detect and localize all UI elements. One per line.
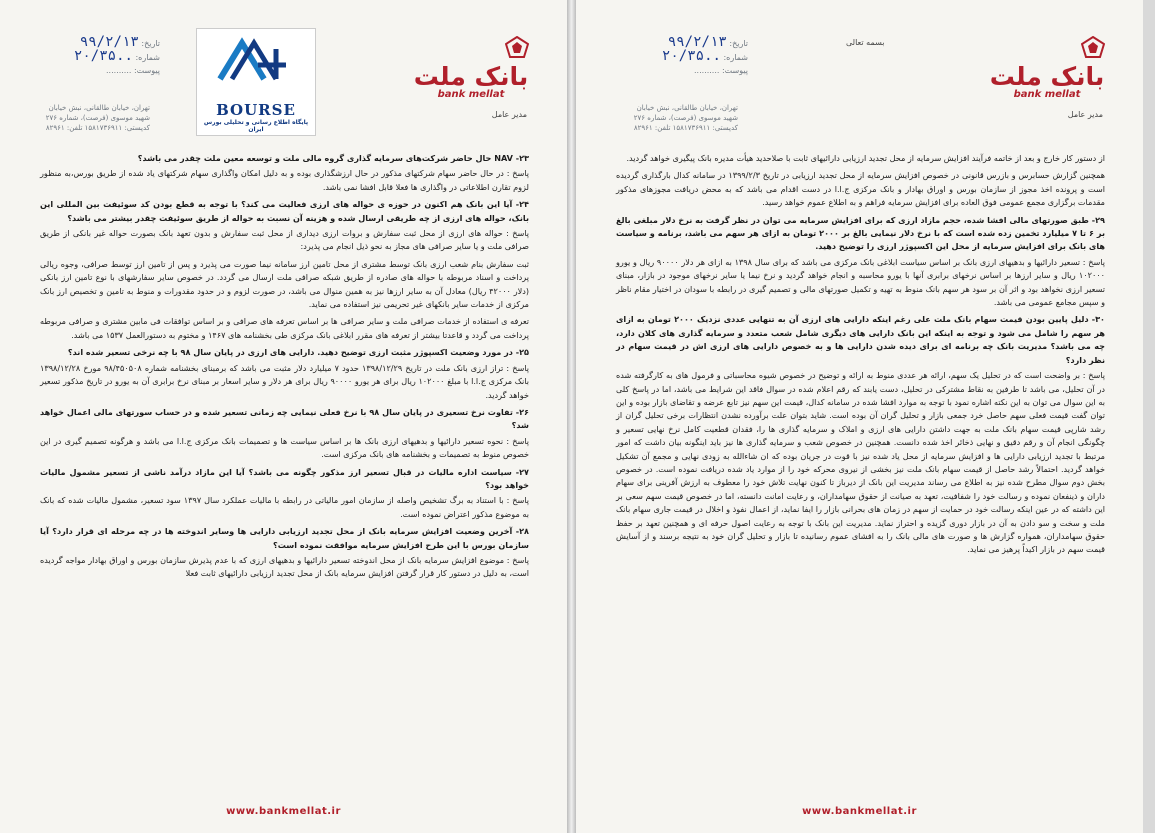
bank-address: تهران، خیابان طالقانی، نبش خیابان شهید موسوی (فرصت)، شماره ۲۷۶ کدپستی: ۱۵۸۱۷۳۶۹۱۱ تلفن: ۸۲۹۶۱ [633,104,738,132]
question-paragraph: ۲۴- آیا این بانک هم اکنون در حوزه ی حواله های ارزی فعالیت می کند؟ با توجه به قطع بودن کد سوئیفت بین المللی این بانک، حواله های ارزی از چه طریقی ارسال شده و هزینه آن نسبت به حواله از طریق سوئیفت چقدر بیشتر می باشد؟ [40,199,529,223]
answer-paragraph: پاسخ : در حال حاضر سهام شرکتهای مذکور در حال ارزشگذاری بوده و به دلیل امکان واگذاری سهام شرکتهای یاد شده از طریق بورس،به منظور لزوم تقارن اطلاعاتی در واگذاری ها فعلا قابل افشا نمی باشد. [40,168,529,192]
question-paragraph: ۲۷- سیاست اداره مالیات در قبال تسعیر ارز مذکور چگونه می باشد؟ آیا این مازاد درآمد ناشی از تسعیر مشمول مالیات خواهد بود؟ [40,466,529,490]
bourse-word: BOURSE [216,101,296,119]
logo-name-fa: بانک ملت [413,62,529,91]
question-paragraph: ۳۰- دلیل پایین بودن قیمت سهام بانک ملت علی رغم اینکه دارایی های ارزی آن به تنهایی عددی نزدیک ۲۰۰۰ تومان به ازای هر سهم را شامل می شود و توجه به اینکه این بانک دارایی های دیگری شامل شعب متعدد و سرمایه گذاری های کلان دارد، چه می باشد؟ مدیریت بانک چه برنامه ای برای دیده شدن دارایی ها و به خصوص دارایی های ارزی اش در قیمت سهام در نظر دارد؟ [616,314,1105,365]
question-paragraph: ۲۸- آخرین وضعیت افزایش سرمایه بانک از محل تجدید ارزیابی دارایی ها وسایر اندوخته ها در چه مرحله ای قرار دارد؟ آیا سازمان بورس با این طرح افزایش سرمایه موافقت نموده است؟ [40,526,529,550]
answer-paragraph: پاسخ : تراز ارزی بانک ملت در تاریخ ۱۳۹۸/۱۲/۲۹ حدود ۷ میلیارد دلار مثبت می باشد که برمبنای بخشنامه شماره ۹۸/۴۵۰۵۰۸ مورخ ۱۳۹۸/۱۲/۲۸ بانک مرکزی ج.ا.ا با مبلغ ۱۰۲۰۰۰ ریال برای هر یورو ۹۰۰۰۰ ریال برای هر دلار و سایر اسعار بر مبنای نرخ برابری آن به یورو در تاریخ مذکور تسعیر خواهد گردید. [40,362,529,400]
manager-label: مدیر عامل [491,110,527,119]
answer-paragraph: پاسخ : بر واضحت است که در تحلیل یک سهم، ارائه هر عددی منوط به ارائه و توضیح در خصوص شیوه محاسباتی و فرمول های به کارگرفته شده در آن تحلیل، می باشد تا طرفین به نقاط مشترکی در تحلیل، دست یابند که رقم اعلام شده در سوال فاقد این شرایط می باشد، اما در پاسخ کلی به این سوال می توان به این نکته اشاره نمود با توجه به موارد افشا شده در سامانه کدال، قیمت این سهم نیز تابع عرضه و تقاضای بازار بوده و این توان گفت قیمت فعلی سهم حاصل خرد جمعی بازار و تحلیل گران آن بوده است. شاید بتوان علت برآورده نشدن انتظارات برخی تحلیل گران از رشد شارپی قیمت سهام بانک ملت به جهت داشتن دارایی های ارزی و املاک و سرمایه گذاری ها را، فقدان قطعیت کامل نرخ نهایی تسعیر و چگونگی انجام آن و رقم دقیق و نهایی ذخائر اخذ شده دانست. همچنین در خصوص شعب و سرمایه گذاری ها نیز باید اینگونه بیان داشت که امور مرتبط با تجدید ارزیابی دارایی ها و افزایش سرمایه از محل یاد شده نیز با قوت در جریان بوده که ان شاءالله به زودی نهایی و مجمع آن تشکیل خواهد گردید. احتمالاً رشد حاصل از قیمت سهام بانک ملت نیز بخشی از نیروی محرکه خود را از موارد یاد شده دریافت نموده است. در خصوص بخش دوم سوال مطرح شده نیز به اطلاع می رساند مدیریت این بانک از دیرباز تا کنون نهایت تلاش خود را معطوف به ارزش آفرینی برای سهام داران و ذینفعان نموده و رسالت خود را شفافیت، تعهد به صیانت از حقوق سهامداران، و رعایت امانت دانسته، اما در خصوص قیمت سهم سعی بر این داشته که در عین اینکه رسالت خود در حمایت از سهم در زمان های بحرانی بازار را ایفا نماید، از اعمال نفوذ و اخلال در قیمت جاری سهام بانک ملت و سخت و سو دادن به آن در بازار دوری گزیده و احتراز نماید. مدیریت این بانک با توجه به رعایت اصول حرفه ای و همچنین تعهد بر حفظ حقوق سهامداران، همواره گزارش ها و صورت های مالی بانک را به افشای عموم رسانیده تا بازار و تحلیل گران خود به نتیجه برسند و از آسایش قیمت سهم در بازار اکیداً پرهیز می نماید. [616,370,1105,555]
question-paragraph: ۲۵- در مورد وضعیت اکسپوژر مثبت ارزی توضیح دهید. دارایی های ارزی در پایان سال ۹۸ با چه نرخی تسعیر شده اند؟ [67,347,529,358]
basmala-heading: بسمه تعالی [846,38,885,47]
date-value: ۹۹/۲/۱۳ [79,34,139,50]
letter-page-left [0,0,567,833]
bourse-24-emblem-icon [214,35,298,97]
number-value: ..۲۰/۳۵ [73,48,133,64]
answer-paragraph: پاسخ : موضوع افزایش سرمایه بانک از محل اندوخته تسعیر دارائیها و بدهیهای ارزی که با عدم پذیرش سازمان بورس و اوراق بهادار مواجه گردیده است، به دلیل در دستور کار قرار گرفتن افزایش سرمایه بانک از محل تجدید ارزیابی دارائیهای ثابت فعلا [40,554,529,579]
date-label: تاریخ [144,39,160,48]
question-paragraph: ۲۶- تفاوت نرخ تسعیری در پایان سال ۹۸ با نرخ فعلی نیمایی چه زمانی تسعیر شده و در حساب سورتهای مالی اعمال خواهد شد؟ [40,406,529,431]
number-label: شماره [138,53,160,62]
logo-name-en: bank mellat [437,89,505,100]
website-footer: www.bankmellat.ir [226,806,341,817]
logo-name-fa: بانک ملت [989,62,1105,91]
letter-body-right [616,152,1105,561]
answer-paragraph: ثبت سفارش بنام شعب ارزی بانک توسط مشتری از محل تامین ارز سامانه نیما صورت می پذیرد و پس از تامین ارز توسط صرافی، وجوه ریالی پرداخت و اسناد مربوطه با حواله های صادره از طریق شبکه صرافی ملت ارسال می گردد. در خصوص سایر سفارشهای با نوع تامین ارز بانکی (دلار ۴۲۰۰۰ ریال) معادل آن به سایر ارزها نیز به همین منوال می باشد، در صورت لزوم و در حدود مقدورات و منوط به تامین و تخصیص ارز بانک مرکزی از خدمات سایر بانکهای غیر تحریمی نیز استفاده می نماید. [40,258,529,310]
attachment-row: پیوست: .......... [105,66,160,75]
letter-page-right [576,0,1143,833]
attachment-label: پیوست [724,66,748,75]
question-paragraph: NAV -۲۳ حال حاضر شرکت‌های سرمایه گذاری گروه مالی ملت و توسعه معین ملت چقدر می باشد؟ [137,153,529,163]
number-value: ..۲۰/۳۵ [661,48,721,64]
page-fold-divider [567,0,576,833]
question-paragraph: ۲۹- طبق صورتهای مالی افشا شده، حجم مازاد ارزی که برای افزایش سرمایه می توان در نظر گرفت به نرخ دلار مبلغی بالغ بر ۶ تا ۷ میلیارد تخمین زده شده است که با نرخ دلار نیمایی بالغ بر ۲۰۰۰ تومان به ازای هر سهم می باشد، برنامه و سیاست های بانک برای افزایش سرمایه از محل این اکسپوژر ارزی را توضیح دهید. [616,214,1105,252]
answer-paragraph: پاسخ : حواله های ارزی از محل ثبت سفارش و بروات ارزی دیداری از محل ثبت سفارش و بدون تعهد بانک بصورت حواله غیر بانکی از طریق صرافی ملت و یا سایر صرافی های مجاز به نحو ذیل انجام می پذیرد: [40,228,529,252]
bank-mellat-emblem-icon [505,36,529,58]
letter-header-info [40,36,160,77]
bank-address: تهران، خیابان طالقانی، نبش خیابان شهید موسوی (فرصت)، شماره ۲۷۶ کدپستی: ۱۵۸۱۷۳۶۹۱۱ تلفن: ۸۲۹۶۱ [45,104,150,132]
logo-name-en: bank mellat [1013,89,1081,100]
bourse-watermark-logo [196,28,316,136]
number-row: شماره: ..۲۰/۳۵ [661,48,748,64]
attachment-row: پیوست: .......... [693,66,748,75]
answer-paragraph: پاسخ : با استناد به برگ تشخیص واصله از سازمان امور مالیاتی در رابطه با مالیات عملکرد سال ۱۳۹۷ سود تسعیر، مشمول مالیات شده که بانک به موضوع مذکور اعتراض نموده است. [40,495,529,519]
answer-paragraph: همچنین گزارش حسابرس و بازرس قانونی در خصوص افزایش سرمایه از محل تجدید ارزیابی در تاریخ ۱۳۹۹/۲/۳ در سامانه کدال بارگذاری گردیده است و پرونده اخذ مجوز از سازمان بورس و اوراق بهادار و بانک مرکزی ج.ا.ا در دست اقدام می باشد که به محض دریافت مجوزهای مذکور مقدمات برگزاری مجمع عمومی فوق العاده برای افزایش سرمایه فراهم و به اطلاع عموم خواهد رسید. [616,170,1106,208]
bank-logo [411,40,531,100]
date-value: ۹۹/۲/۱۳ [667,34,727,50]
bank-mellat-emblem-icon [1081,36,1105,58]
number-label: شماره [726,53,748,62]
answer-paragraph: از دستور کار خارج و بعد از خاتمه فرآیند افزایش سرمایه از محل تجدید ارزیابی دارائیهای ثابت با صلاحدید هیأت مدیره بانک پیگیری خواهد گردید. [626,153,1105,163]
letter-body-left [40,152,529,585]
manager-label: مدیر عامل [1067,110,1103,119]
bourse-tagline: پایگاه اطلاع رسانی و تحلیلی بورس ایران [203,119,309,133]
letter-header-info [628,36,748,77]
answer-paragraph: تعرفه ی استفاده از خدمات صرافی ملت و سایر صرافی ها بر اساس تعرفه های صرافی و بر اساس توافقات فی مابین مشتری و صرافی مربوطه پرداخت می گردد و قاعدتا بیشتر از تعرفه های مقرر ابلاغی بانک مرکزی طی بخشنامه های ۱۴۶۷ و مختوم به دستورالعمل ۱۵۳۷ می باشد. [40,316,529,340]
number-row: شماره: ..۲۰/۳۵ [73,48,160,64]
attachment-label: پیوست [136,66,160,75]
website-footer: www.bankmellat.ir [802,806,917,817]
date-row: تاریخ: ۹۹/۲/۱۳ [79,34,160,50]
answer-paragraph: پاسخ : تسعیر دارائیها و بدهیهای ارزی بانک بر اساس سیاست ابلاغی بانک مرکزی می باشد که برای سال ۱۳۹۸ به ازای هر دلار ۹۰۰۰۰ ریال و یورو ۱۰۲۰۰۰ ریال و سایر ارزها بر اساس نرخهای برابری آنها با یورو محاسبه و انجام خواهد گردید و نرخ نیما یا سایر نرخهای موجود در بازار، مبنای تسعیر ارزی نخواهد بود و اثر آن بر سود هر سهم بانک منوط به تهیه و تکمیل صورتهای مالی و تصمیم گیری در رابطه با سودان در اختیار مقام ناظر و سپس مجامع عمومی می باشد. [616,256,1105,308]
date-row: تاریخ: ۹۹/۲/۱۳ [667,34,748,50]
bank-logo [987,40,1107,100]
answer-paragraph: پاسخ : نحوه تسعیر دارائیها و بدهیهای ارزی بانک ها بر اساس سیاست ها و تصمیمات بانک مرکزی ج.ا.ا می باشد و هرگونه تصمیم گیری در این خصوص منوط به تصمیمات و بخشنامه های بانک مرکزی است. [40,435,529,460]
date-label: تاریخ [732,39,748,48]
